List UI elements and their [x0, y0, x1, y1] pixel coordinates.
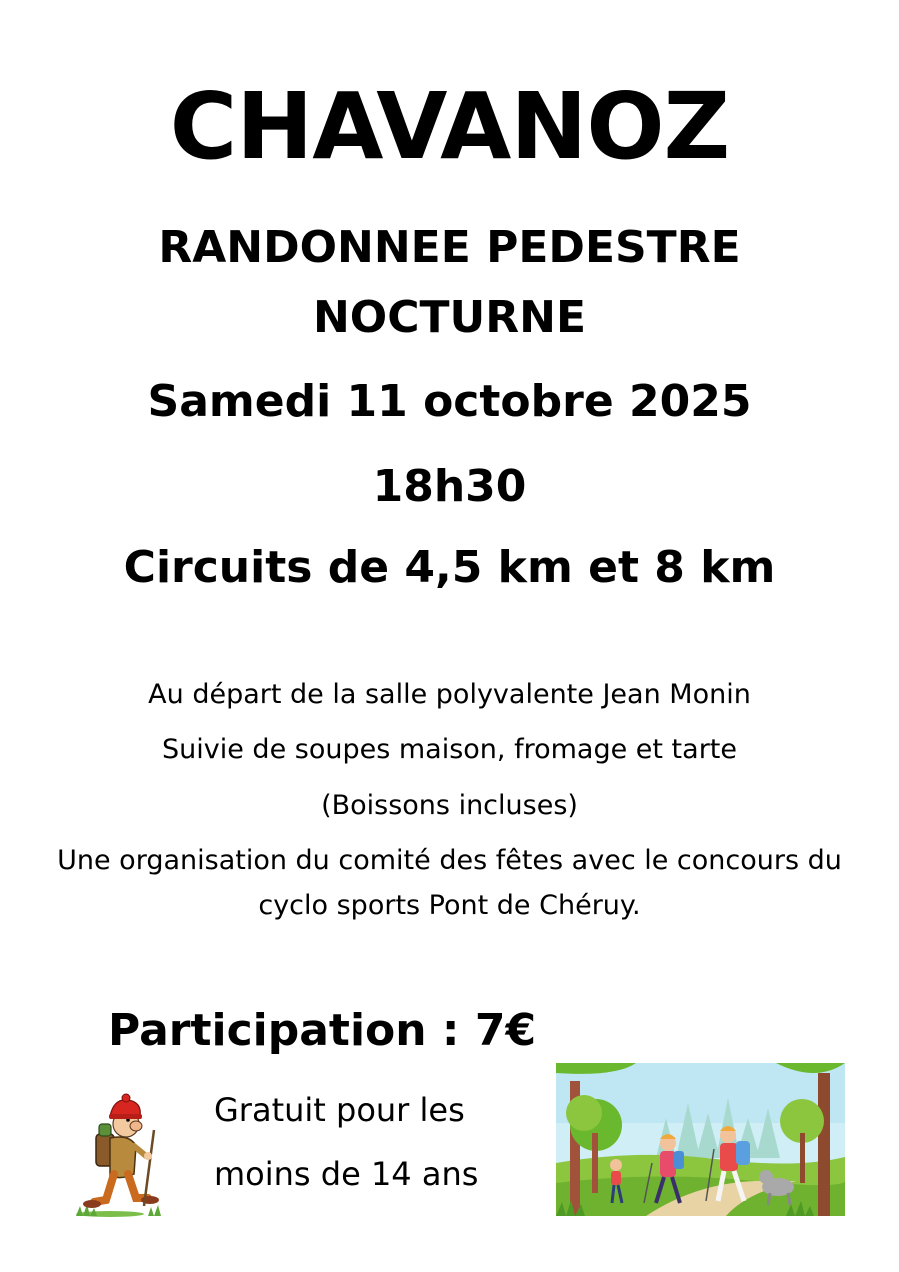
free-text-line1: Gratuit pour les [214, 1091, 465, 1129]
participation-price: Participation : 7€ [108, 1005, 537, 1056]
event-subtitle-line1: RANDONNEE PEDESTRE [158, 222, 741, 273]
event-time: 18h30 [372, 461, 527, 512]
poster-title: CHAVANOZ [169, 73, 730, 180]
hiker-cartoon-image [70, 1090, 170, 1218]
event-date: Samedi 11 octobre 2025 [147, 376, 752, 427]
meal-text: Suivie de soupes maison, fromage et tarte [162, 734, 737, 765]
departure-text: Au départ de la salle polyvalente Jean Monin [148, 679, 751, 710]
organisation-text-line2: cyclo sports Pont de Chéruy. [258, 890, 641, 921]
event-subtitle-line2: NOCTURNE [312, 292, 587, 343]
free-text-line2: moins de 14 ans [214, 1155, 479, 1193]
family-hiking-image [556, 1063, 845, 1216]
drinks-text: (Boissons incluses) [321, 790, 578, 821]
organisation-text-line1: Une organisation du comité des fêtes avec le concours du [57, 845, 842, 876]
event-circuits: Circuits de 4,5 km et 8 km [123, 542, 776, 593]
